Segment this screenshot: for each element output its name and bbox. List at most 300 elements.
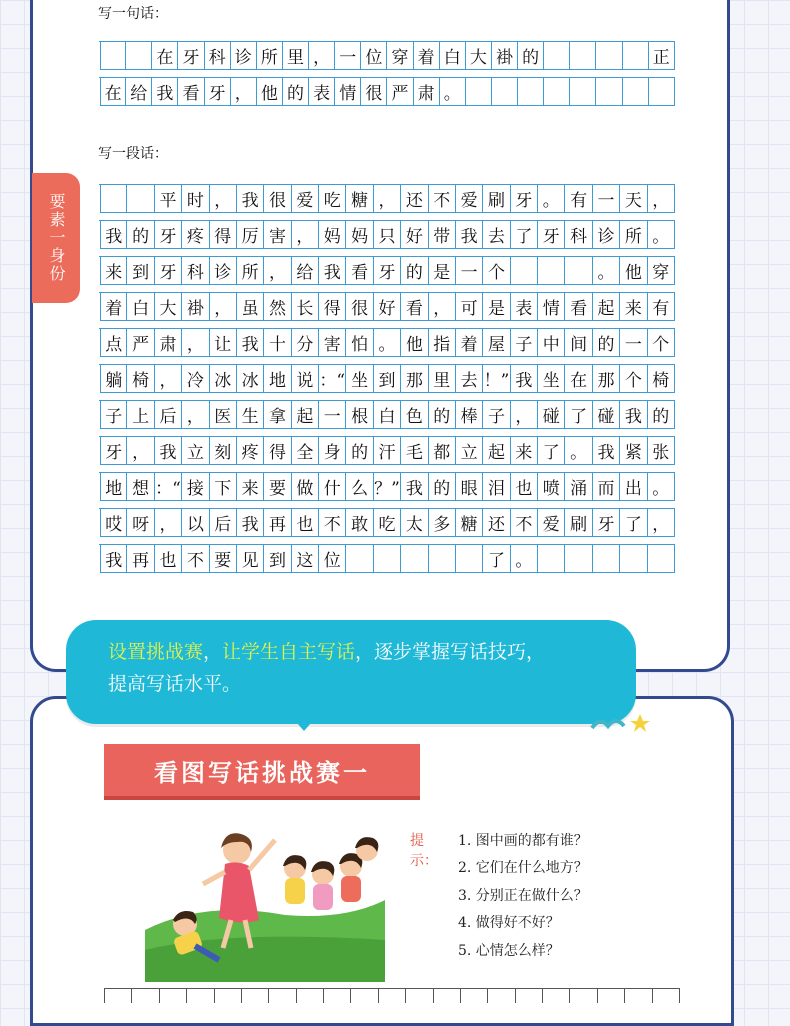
char-cell: 我 bbox=[237, 509, 264, 536]
char-cell: 都 bbox=[429, 437, 456, 464]
char-cell: 疼 bbox=[182, 221, 209, 248]
char-cell: 牙 bbox=[538, 221, 565, 248]
blank-cell[interactable] bbox=[570, 42, 596, 69]
grid-row bbox=[100, 401, 675, 429]
char-cell: 碰 bbox=[538, 401, 565, 428]
blank-cell[interactable] bbox=[544, 78, 570, 105]
char-cell: 我 bbox=[319, 257, 346, 284]
char-cell: 得 bbox=[319, 293, 346, 320]
char-cell: 虽 bbox=[237, 293, 264, 320]
char-cell: 不 bbox=[319, 509, 346, 536]
char-cell: 正 bbox=[649, 42, 675, 69]
char-cell: 在 bbox=[565, 365, 592, 392]
blank-cell[interactable] bbox=[565, 257, 592, 284]
char-cell: 很 bbox=[361, 78, 387, 105]
char-cell: 所 bbox=[237, 257, 264, 284]
char-cell: 他 bbox=[257, 78, 283, 105]
char-cell: 后 bbox=[210, 509, 237, 536]
char-cell: 屋 bbox=[483, 329, 510, 356]
blank-cell[interactable] bbox=[511, 257, 538, 284]
char-cell: 毛 bbox=[401, 437, 428, 464]
char-cell: ， bbox=[155, 365, 182, 392]
char-cell: 肃 bbox=[155, 329, 182, 356]
char-cell: 要 bbox=[210, 545, 237, 572]
blank-cell[interactable] bbox=[648, 545, 675, 572]
char-cell: 白 bbox=[440, 42, 466, 69]
blank-cell[interactable] bbox=[466, 78, 492, 105]
blank-cell[interactable] bbox=[401, 545, 428, 572]
grid-row bbox=[100, 185, 675, 213]
char-cell: 喷 bbox=[538, 473, 565, 500]
char-cell: 可 bbox=[456, 293, 483, 320]
char-cell: 给 bbox=[126, 78, 152, 105]
char-cell: 时 bbox=[182, 185, 209, 212]
char-cell: 所 bbox=[257, 42, 283, 69]
blank-cell[interactable] bbox=[538, 257, 565, 284]
char-cell: 接 bbox=[182, 473, 209, 500]
char-cell: 坐 bbox=[346, 365, 373, 392]
char-cell: 眼 bbox=[456, 473, 483, 500]
char-cell: 什 bbox=[319, 473, 346, 500]
char-cell: 肃 bbox=[414, 78, 440, 105]
char-cell: 褂 bbox=[182, 293, 209, 320]
char-cell: 地 bbox=[264, 365, 291, 392]
children-playing-illustration bbox=[145, 820, 385, 982]
char-cell: 色 bbox=[401, 401, 428, 428]
answer-grid-top-edge bbox=[104, 988, 680, 1003]
char-cell: 他 bbox=[401, 329, 428, 356]
char-cell: 子 bbox=[511, 329, 538, 356]
char-cell: 白 bbox=[374, 401, 401, 428]
char-cell: 只 bbox=[374, 221, 401, 248]
char-cell: 褂 bbox=[492, 42, 518, 69]
char-cell: ， bbox=[374, 185, 401, 212]
blank-cell[interactable] bbox=[126, 42, 152, 69]
bubble-text-4: ，逐步掌握写话技巧， bbox=[355, 641, 546, 663]
hint-item: 5. 心情怎么样？ bbox=[458, 943, 560, 959]
speech-bubble-text bbox=[108, 636, 628, 700]
char-cell: 穿 bbox=[387, 42, 413, 69]
char-cell: 而 bbox=[593, 473, 620, 500]
char-cell: 。 bbox=[511, 545, 538, 572]
char-cell: 到 bbox=[374, 365, 401, 392]
char-cell: 着 bbox=[414, 42, 440, 69]
char-cell: 去 bbox=[456, 365, 483, 392]
sentence-grid bbox=[100, 42, 675, 114]
blank-cell[interactable] bbox=[374, 545, 401, 572]
char-cell: 糖 bbox=[456, 509, 483, 536]
char-cell: 椅 bbox=[127, 365, 154, 392]
char-cell: 着 bbox=[100, 293, 127, 320]
char-cell: ！” bbox=[483, 365, 510, 392]
char-cell: 子 bbox=[100, 401, 127, 428]
char-cell: 。 bbox=[538, 185, 565, 212]
char-cell: 科 bbox=[205, 42, 231, 69]
char-cell: 立 bbox=[456, 437, 483, 464]
char-cell: 一 bbox=[593, 185, 620, 212]
char-cell: ， bbox=[155, 509, 182, 536]
char-cell: 吃 bbox=[374, 509, 401, 536]
char-cell: 了 bbox=[565, 401, 592, 428]
grid-row bbox=[100, 365, 675, 393]
char-cell: 我 bbox=[511, 365, 538, 392]
char-cell: 起 bbox=[292, 401, 319, 428]
char-cell: 也 bbox=[292, 509, 319, 536]
char-cell: 我 bbox=[620, 401, 647, 428]
char-cell: 全 bbox=[292, 437, 319, 464]
char-cell: 来 bbox=[100, 257, 127, 284]
blank-cell[interactable] bbox=[100, 185, 127, 212]
char-cell: 带 bbox=[429, 221, 456, 248]
char-cell: 一 bbox=[319, 401, 346, 428]
char-cell: 张 bbox=[648, 437, 675, 464]
char-cell: ， bbox=[182, 329, 209, 356]
char-cell: 害 bbox=[264, 221, 291, 248]
char-cell: 看 bbox=[178, 78, 204, 105]
section-label-paragraph: 写一段话： bbox=[98, 146, 168, 162]
char-cell: ， bbox=[264, 257, 291, 284]
char-cell: 出 bbox=[620, 473, 647, 500]
char-cell: 刻 bbox=[210, 437, 237, 464]
char-cell: 平 bbox=[155, 185, 182, 212]
char-cell: 表 bbox=[511, 293, 538, 320]
char-cell: 牙 bbox=[155, 257, 182, 284]
char-cell: 。 bbox=[648, 221, 675, 248]
blank-cell[interactable] bbox=[538, 545, 565, 572]
char-cell: 。 bbox=[374, 329, 401, 356]
char-cell: 以 bbox=[182, 509, 209, 536]
char-cell: 说 bbox=[292, 365, 319, 392]
char-cell: 不 bbox=[182, 545, 209, 572]
blank-cell[interactable] bbox=[596, 42, 622, 69]
char-cell: 呀 bbox=[127, 509, 154, 536]
char-cell: 来 bbox=[237, 473, 264, 500]
side-tab-element-identity: 要素一身份 bbox=[32, 173, 80, 303]
char-cell: 了 bbox=[483, 545, 510, 572]
blank-cell[interactable] bbox=[623, 42, 649, 69]
char-cell: 诊 bbox=[231, 42, 257, 69]
char-cell: 吃 bbox=[319, 185, 346, 212]
blank-cell[interactable] bbox=[456, 545, 483, 572]
char-cell: 么 bbox=[346, 473, 373, 500]
char-cell: 紧 bbox=[620, 437, 647, 464]
char-cell: 下 bbox=[210, 473, 237, 500]
char-cell: 也 bbox=[155, 545, 182, 572]
char-cell: 来 bbox=[511, 437, 538, 464]
char-cell: 情 bbox=[335, 78, 361, 105]
char-cell: 一 bbox=[335, 42, 361, 69]
char-cell: 分 bbox=[292, 329, 319, 356]
bubble-text-2: ， bbox=[203, 641, 223, 663]
blank-cell[interactable] bbox=[593, 545, 620, 572]
char-cell: 起 bbox=[483, 437, 510, 464]
char-cell: 的 bbox=[401, 257, 428, 284]
char-cell: 指 bbox=[429, 329, 456, 356]
char-cell: 敢 bbox=[346, 509, 373, 536]
char-cell: 诊 bbox=[210, 257, 237, 284]
char-cell: 立 bbox=[182, 437, 209, 464]
blank-cell[interactable] bbox=[596, 78, 622, 105]
char-cell: ？” bbox=[374, 473, 401, 500]
char-cell: 哎 bbox=[100, 509, 127, 536]
char-cell: 好 bbox=[374, 293, 401, 320]
char-cell: 一 bbox=[456, 257, 483, 284]
char-cell: 个 bbox=[620, 365, 647, 392]
char-cell: 。 bbox=[648, 473, 675, 500]
section-label-sentence: 写一句话： bbox=[98, 6, 168, 22]
bubble-highlight-1: 设置挑战赛 bbox=[108, 641, 204, 663]
char-cell: 我 bbox=[593, 437, 620, 464]
char-cell: 冰 bbox=[210, 365, 237, 392]
char-cell: 看 bbox=[346, 257, 373, 284]
blank-cell[interactable] bbox=[544, 42, 570, 69]
char-cell: 妈 bbox=[346, 221, 373, 248]
char-cell: 拿 bbox=[264, 401, 291, 428]
bubble-highlight-2: 让学生自主写话 bbox=[222, 641, 356, 663]
char-cell: 了 bbox=[620, 509, 647, 536]
char-cell: 爱 bbox=[538, 509, 565, 536]
char-cell: 来 bbox=[620, 293, 647, 320]
char-cell: 牙 bbox=[155, 221, 182, 248]
char-cell: 给 bbox=[292, 257, 319, 284]
blank-cell[interactable] bbox=[620, 545, 647, 572]
char-cell: 中 bbox=[538, 329, 565, 356]
char-cell: 。 bbox=[440, 78, 466, 105]
char-cell: 所 bbox=[620, 221, 647, 248]
char-cell: 我 bbox=[100, 221, 127, 248]
char-cell: 我 bbox=[152, 78, 178, 105]
blank-cell[interactable] bbox=[518, 78, 544, 105]
blank-cell[interactable] bbox=[565, 545, 592, 572]
char-cell: 那 bbox=[593, 365, 620, 392]
char-cell: 长 bbox=[292, 293, 319, 320]
char-cell: 到 bbox=[264, 545, 291, 572]
char-cell: 得 bbox=[264, 437, 291, 464]
char-cell: 想 bbox=[127, 473, 154, 500]
char-cell: ， bbox=[292, 221, 319, 248]
char-cell: 我 bbox=[237, 185, 264, 212]
char-cell: 牙 bbox=[593, 509, 620, 536]
char-cell: 了 bbox=[511, 221, 538, 248]
char-cell: ， bbox=[511, 401, 538, 428]
hint-item: 3. 分别正在做什么？ bbox=[458, 888, 588, 904]
char-cell: 也 bbox=[511, 473, 538, 500]
char-cell: 坐 bbox=[538, 365, 565, 392]
char-cell: 大 bbox=[466, 42, 492, 69]
char-cell: 然 bbox=[264, 293, 291, 320]
char-cell: 做 bbox=[292, 473, 319, 500]
grid-row bbox=[100, 42, 675, 70]
char-cell: 了 bbox=[538, 437, 565, 464]
char-cell: 个 bbox=[648, 329, 675, 356]
char-cell: 不 bbox=[429, 185, 456, 212]
char-cell: 怕 bbox=[346, 329, 373, 356]
blank-cell[interactable] bbox=[492, 78, 518, 105]
char-cell: 好 bbox=[401, 221, 428, 248]
char-cell: 冰 bbox=[237, 365, 264, 392]
char-cell: 这 bbox=[292, 545, 319, 572]
char-cell: 看 bbox=[401, 293, 428, 320]
char-cell: ， bbox=[429, 293, 456, 320]
char-cell: 要 bbox=[264, 473, 291, 500]
speech-bubble-tail bbox=[290, 715, 318, 731]
char-cell: 见 bbox=[237, 545, 264, 572]
grid-row bbox=[100, 473, 675, 501]
char-cell: 牙 bbox=[374, 257, 401, 284]
char-cell: 爱 bbox=[456, 185, 483, 212]
char-cell: 去 bbox=[483, 221, 510, 248]
char-cell: 躺 bbox=[100, 365, 127, 392]
char-cell: 医 bbox=[210, 401, 237, 428]
char-cell: 刷 bbox=[565, 509, 592, 536]
char-cell: 个 bbox=[483, 257, 510, 284]
char-cell: 是 bbox=[429, 257, 456, 284]
char-cell: 还 bbox=[483, 509, 510, 536]
grid-row bbox=[100, 257, 675, 285]
char-cell: 我 bbox=[155, 437, 182, 464]
grid-row bbox=[100, 437, 675, 465]
hint-label: 提示： bbox=[410, 833, 438, 869]
char-cell: 很 bbox=[346, 293, 373, 320]
char-cell: 诊 bbox=[593, 221, 620, 248]
char-cell: 我 bbox=[456, 221, 483, 248]
char-cell: 有 bbox=[565, 185, 592, 212]
char-cell: 根 bbox=[346, 401, 373, 428]
blank-cell[interactable] bbox=[429, 545, 456, 572]
char-cell: 里 bbox=[429, 365, 456, 392]
char-cell: 厉 bbox=[237, 221, 264, 248]
char-cell: 刷 bbox=[483, 185, 510, 212]
char-cell: 的 bbox=[346, 437, 373, 464]
char-cell: 有 bbox=[648, 293, 675, 320]
char-cell: 牙 bbox=[205, 78, 231, 105]
char-cell: ， bbox=[309, 42, 335, 69]
char-cell: 汗 bbox=[374, 437, 401, 464]
char-cell: 的 bbox=[648, 401, 675, 428]
char-cell: 疼 bbox=[237, 437, 264, 464]
char-cell: 天 bbox=[620, 185, 647, 212]
char-cell: 的 bbox=[429, 473, 456, 500]
char-cell: 我 bbox=[401, 473, 428, 500]
blank-cell[interactable] bbox=[127, 185, 154, 212]
char-cell: 情 bbox=[538, 293, 565, 320]
grid-row bbox=[100, 293, 675, 321]
hint-item: 4. 做得好不好？ bbox=[458, 915, 560, 931]
char-cell: 位 bbox=[319, 545, 346, 572]
paragraph-grid bbox=[100, 185, 675, 581]
char-cell: 一 bbox=[620, 329, 647, 356]
char-cell: 碰 bbox=[593, 401, 620, 428]
char-cell: 起 bbox=[593, 293, 620, 320]
char-cell: 的 bbox=[593, 329, 620, 356]
char-cell: 大 bbox=[155, 293, 182, 320]
char-cell: 涌 bbox=[565, 473, 592, 500]
char-cell: 不 bbox=[511, 509, 538, 536]
grid-row bbox=[100, 78, 675, 106]
grid-row bbox=[100, 545, 675, 573]
char-cell: ， bbox=[210, 293, 237, 320]
char-cell: 我 bbox=[237, 329, 264, 356]
char-cell: 是 bbox=[483, 293, 510, 320]
char-cell: 上 bbox=[127, 401, 154, 428]
char-cell: 间 bbox=[565, 329, 592, 356]
blank-cell[interactable] bbox=[570, 78, 596, 105]
blank-cell[interactable] bbox=[623, 78, 649, 105]
char-cell: 爱 bbox=[292, 185, 319, 212]
char-cell: 的 bbox=[283, 78, 309, 105]
blank-cell[interactable] bbox=[649, 78, 675, 105]
char-cell: 再 bbox=[264, 509, 291, 536]
char-cell: ， bbox=[182, 401, 209, 428]
char-cell: 害 bbox=[319, 329, 346, 356]
char-cell: ， bbox=[648, 185, 675, 212]
char-cell: ， bbox=[210, 185, 237, 212]
char-cell: 很 bbox=[264, 185, 291, 212]
char-cell: ， bbox=[127, 437, 154, 464]
char-cell: 穿 bbox=[648, 257, 675, 284]
char-cell: 科 bbox=[565, 221, 592, 248]
char-cell: 糖 bbox=[346, 185, 373, 212]
char-cell: 严 bbox=[387, 78, 413, 105]
grid-row bbox=[100, 329, 675, 357]
char-cell: 我 bbox=[100, 545, 127, 572]
char-cell: 牙 bbox=[100, 437, 127, 464]
char-cell: 严 bbox=[127, 329, 154, 356]
char-cell: 子 bbox=[483, 401, 510, 428]
char-cell: 牙 bbox=[511, 185, 538, 212]
hint-item: 1. 图中画的都有谁？ bbox=[458, 833, 588, 849]
char-cell: ， bbox=[648, 509, 675, 536]
char-cell: 太 bbox=[401, 509, 428, 536]
char-cell: ， bbox=[231, 78, 257, 105]
decorative-star-icon bbox=[590, 712, 644, 732]
grid-row bbox=[100, 221, 675, 249]
char-cell: 着 bbox=[456, 329, 483, 356]
char-cell: 到 bbox=[127, 257, 154, 284]
char-cell: 的 bbox=[429, 401, 456, 428]
char-cell: ：“ bbox=[155, 473, 182, 500]
char-cell: 还 bbox=[401, 185, 428, 212]
char-cell: 那 bbox=[401, 365, 428, 392]
char-cell: 位 bbox=[361, 42, 387, 69]
char-cell: 。 bbox=[565, 437, 592, 464]
char-cell: 白 bbox=[127, 293, 154, 320]
char-cell: 在 bbox=[152, 42, 178, 69]
char-cell: 妈 bbox=[319, 221, 346, 248]
char-cell: 看 bbox=[565, 293, 592, 320]
char-cell: 他 bbox=[620, 257, 647, 284]
char-cell: 泪 bbox=[483, 473, 510, 500]
blank-cell[interactable] bbox=[100, 42, 126, 69]
char-cell: 身 bbox=[319, 437, 346, 464]
grid-row bbox=[100, 509, 675, 537]
char-cell: 让 bbox=[210, 329, 237, 356]
char-cell: 的 bbox=[127, 221, 154, 248]
char-cell: 点 bbox=[100, 329, 127, 356]
char-cell: 椅 bbox=[648, 365, 675, 392]
char-cell: 后 bbox=[155, 401, 182, 428]
char-cell: 冷 bbox=[182, 365, 209, 392]
char-cell: 棒 bbox=[456, 401, 483, 428]
char-cell: 表 bbox=[309, 78, 335, 105]
char-cell: 多 bbox=[429, 509, 456, 536]
challenge-title-banner: 看图写话挑战赛一 bbox=[104, 744, 420, 796]
char-cell: ：“ bbox=[319, 365, 346, 392]
char-cell: 生 bbox=[237, 401, 264, 428]
hint-item: 2. 它们在什么地方？ bbox=[458, 860, 588, 876]
char-cell: 里 bbox=[283, 42, 309, 69]
blank-cell[interactable] bbox=[346, 545, 373, 572]
